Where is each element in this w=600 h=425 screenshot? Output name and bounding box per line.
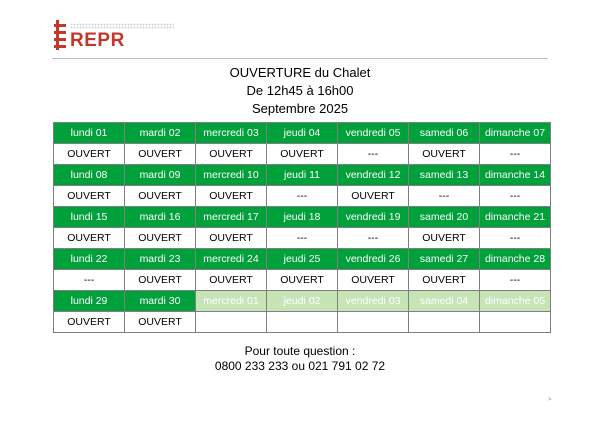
status-cell: OUVERT: [196, 270, 267, 291]
day-label-cell: samedi 06: [409, 123, 480, 144]
repr-logo: [52, 20, 142, 52]
day-label-cell: lundi 01: [54, 123, 125, 144]
day-label-cell: lundi 22: [54, 249, 125, 270]
status-cell: OUVERT: [196, 228, 267, 249]
day-label-cell: dimanche 07: [480, 123, 551, 144]
day-label-cell: dimanche 21: [480, 207, 551, 228]
day-header-row: [54, 123, 551, 144]
status-cell: ---: [54, 270, 125, 291]
status-cell: [196, 312, 267, 333]
status-cell: OUVERT: [338, 186, 409, 207]
logo-text: REPR: [70, 30, 125, 51]
contact-footer: [0, 344, 600, 374]
status-cell: OUVERT: [54, 186, 125, 207]
status-cell: OUVERT: [409, 144, 480, 165]
opening-calendar: [53, 122, 551, 333]
day-header-row: [54, 165, 551, 186]
status-cell: [338, 312, 409, 333]
day-label-cell: mardi 02: [125, 123, 196, 144]
status-cell: OUVERT: [267, 270, 338, 291]
day-header-row: [54, 249, 551, 270]
status-cell: OUVERT: [409, 270, 480, 291]
day-label-cell: dimanche 14: [480, 165, 551, 186]
status-cell: OUVERT: [54, 312, 125, 333]
status-cell: OUVERT: [54, 228, 125, 249]
status-cell: ---: [480, 228, 551, 249]
day-label-cell: vendredi 19: [338, 207, 409, 228]
status-cell: OUVERT: [196, 144, 267, 165]
day-label-cell: mardi 30: [125, 291, 196, 312]
status-cell: [480, 312, 551, 333]
page-header: [0, 64, 600, 118]
status-row: [54, 312, 551, 333]
status-row: [54, 270, 551, 291]
day-label-cell: lundi 08: [54, 165, 125, 186]
status-cell: OUVERT: [125, 312, 196, 333]
status-cell: ---: [480, 270, 551, 291]
logo-mark-icon: [52, 20, 68, 50]
status-row: [54, 186, 551, 207]
status-cell: ---: [338, 144, 409, 165]
status-cell: OUVERT: [125, 228, 196, 249]
day-label-cell: lundi 29: [54, 291, 125, 312]
opening-hours: De 12h45 à 16h00: [246, 83, 354, 98]
status-cell: OUVERT: [125, 270, 196, 291]
day-label-cell: mardi 09: [125, 165, 196, 186]
day-label-cell: mercredi 03: [196, 123, 267, 144]
day-label-cell: jeudi 02: [267, 291, 338, 312]
day-label-cell: mercredi 01: [196, 291, 267, 312]
status-cell: OUVERT: [125, 186, 196, 207]
status-cell: ---: [409, 186, 480, 207]
logo-dots-decoration: [70, 23, 174, 29]
status-cell: [409, 312, 480, 333]
status-row: [54, 144, 551, 165]
day-label-cell: jeudi 25: [267, 249, 338, 270]
day-label-cell: mercredi 17: [196, 207, 267, 228]
day-label-cell: dimanche 28: [480, 249, 551, 270]
day-label-cell: jeudi 18: [267, 207, 338, 228]
status-row: [54, 228, 551, 249]
header-divider: [52, 58, 548, 59]
day-label-cell: jeudi 11: [267, 165, 338, 186]
status-cell: OUVERT: [338, 270, 409, 291]
day-label-cell: vendredi 12: [338, 165, 409, 186]
day-label-cell: samedi 04: [409, 291, 480, 312]
day-label-cell: mardi 16: [125, 207, 196, 228]
day-label-cell: mercredi 10: [196, 165, 267, 186]
day-label-cell: jeudi 04: [267, 123, 338, 144]
day-label-cell: mercredi 24: [196, 249, 267, 270]
day-label-cell: vendredi 26: [338, 249, 409, 270]
contact-phones: 0800 233 233 ou 021 791 02 72: [214, 359, 386, 373]
day-label-cell: samedi 13: [409, 165, 480, 186]
day-label-cell: dimanche 05: [480, 291, 551, 312]
status-cell: OUVERT: [196, 186, 267, 207]
day-label-cell: mardi 23: [125, 249, 196, 270]
day-header-row: [54, 207, 551, 228]
status-cell: OUVERT: [125, 144, 196, 165]
page-title: OUVERTURE du Chalet: [229, 65, 371, 80]
status-cell: OUVERT: [54, 144, 125, 165]
status-cell: ---: [480, 144, 551, 165]
day-header-row: [54, 291, 551, 312]
day-label-cell: vendredi 05: [338, 123, 409, 144]
status-cell: [267, 312, 338, 333]
contact-question: Pour toute question :: [244, 344, 356, 358]
page-corner-mark: >: [548, 397, 552, 403]
status-cell: OUVERT: [267, 144, 338, 165]
status-cell: ---: [267, 186, 338, 207]
status-cell: ---: [480, 186, 551, 207]
day-label-cell: lundi 15: [54, 207, 125, 228]
status-cell: ---: [338, 228, 409, 249]
day-label-cell: vendredi 03: [338, 291, 409, 312]
status-cell: ---: [267, 228, 338, 249]
day-label-cell: samedi 20: [409, 207, 480, 228]
day-label-cell: samedi 27: [409, 249, 480, 270]
month-label: Septembre 2025: [251, 101, 349, 116]
status-cell: OUVERT: [409, 228, 480, 249]
